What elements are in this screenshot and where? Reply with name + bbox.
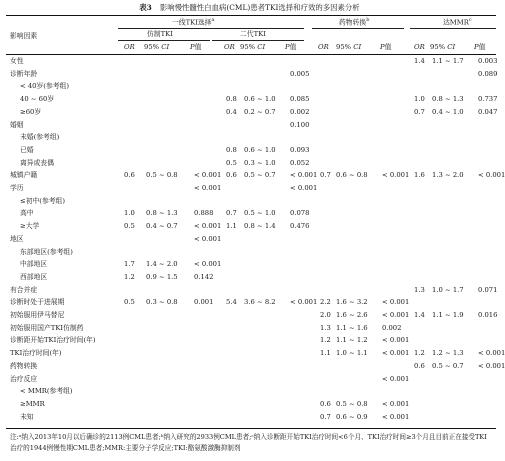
cell-or-4: 1.0 [414,95,425,104]
row-label: 中部地区 [20,260,48,269]
cell-ci-4: 1.3 ~ 2.0 [432,171,464,180]
row-label: 离异或丧偶 [20,158,54,167]
cell-p-3: 0.002 [382,323,402,332]
col-p-1: P值 [190,43,202,51]
row-label: 地区 [10,234,24,243]
cell-or-1: 0.5 [124,298,135,307]
cell-or-1: 1.0 [124,209,135,218]
cell-or-4: 1.3 [414,285,425,294]
row-label: ≤初中(参考组) [20,196,65,205]
cell-p-2: 0.005 [290,69,310,78]
cell-ci-1: 0.5 ~ 0.8 [146,171,178,180]
cell-or-3: 2.0 [320,311,331,319]
cell-or-2: 0.4 [226,107,237,116]
cell-ci-4: 0.5 ~ 0.7 [432,361,464,370]
cell-p-1: < 0.001 [194,222,222,231]
cell-or-4: 1.4 [414,57,425,65]
header-generic-tki: 仿制TKI [147,30,173,38]
header-rule [6,54,496,55]
row-label: ≥60岁 [20,107,42,116]
cell-or-4: 1.4 [414,311,425,319]
cell-p-2: 0.093 [290,145,310,154]
table-row [8,58,496,70]
col-ci-2: 95% CI [240,43,266,51]
cell-p-3: < 0.001 [382,298,410,307]
cell-p-3: < 0.001 [382,171,410,180]
cell-p-1: < 0.001 [194,234,222,243]
row-label: < MMR(参考组) [20,387,73,396]
cell-ci-1: 1.4 ~ 2.0 [146,260,178,269]
col-p-3: P值 [380,43,392,51]
cell-ci-3: 1.1 ~ 1.2 [336,336,368,345]
cell-ci-3: 0.5 ~ 0.8 [336,399,368,408]
cell-p-2: < 0.001 [290,171,318,180]
row-label: 有合并症 [10,285,38,294]
cell-p-2: 0.085 [290,95,310,104]
cell-p-2: 0.100 [290,120,310,129]
table-row [8,274,496,286]
header-reach-mmr: 达MMR$^c$ [443,17,472,27]
cell-p-3: < 0.001 [382,374,410,383]
cell-ci-2: 0.5 ~ 1.0 [244,209,276,218]
sub2-underline [212,40,304,41]
col-ci-3: 95% CI [336,43,362,51]
cell-p-2: 0.002 [290,107,310,116]
cell-or-2: 0.7 [226,209,237,218]
cell-or-2: 5.4 [226,298,237,307]
cell-p-2: < 0.001 [290,298,318,307]
cell-ci-1: 0.4 ~ 0.7 [146,222,178,231]
row-label: 诊断时处于进展期 [10,298,65,307]
row-label: 治疗反应 [10,374,38,383]
cell-ci-2: 0.3 ~ 1.0 [244,158,276,167]
table-row [8,134,496,146]
row-label: 未知 [20,412,34,421]
cell-ci-4: 1.1 ~ 1.7 [432,57,464,65]
row-label: 城镇户籍 [10,171,38,180]
cell-p-2: 0.078 [290,209,310,218]
table-row [8,337,496,349]
cell-p-2: < 0.001 [290,184,318,192]
col-or-3: OR [318,43,329,51]
row-label: ≥MMR [20,399,45,408]
cell-p-3: < 0.001 [382,399,410,408]
row-label: 初始服用伊马替尼 [10,311,65,319]
cell-p-4: < 0.001 [478,349,505,358]
table-title: 影响慢性髓性白血病(CML)患者TKI选择和疗效的多因素分析 [159,3,360,12]
table-row [8,414,496,426]
cell-ci-3: 1.6 ~ 2.6 [336,311,368,319]
row-label: 东部地区(参考组) [20,247,73,256]
bottom-rule [6,428,496,429]
row-label: 女性 [10,57,24,65]
cell-ci-3: 1.6 ~ 3.2 [336,298,368,307]
cell-or-2: 0.8 [226,145,237,154]
cell-or-2: 0.5 [226,158,237,167]
cell-p-3: < 0.001 [382,412,410,421]
table-row [8,388,496,400]
sub1-underline [118,40,210,41]
row-label: 学历 [10,184,24,192]
col-p-4: P值 [474,43,486,51]
cell-ci-2: 0.6 ~ 1.0 [244,95,276,104]
row-label: 诊断年龄 [10,69,38,78]
col-ci-1: 95% CI [144,43,170,51]
cell-p-3: < 0.001 [382,349,410,358]
cell-p-1: 0.142 [194,272,214,281]
cell-ci-1: 0.3 ~ 0.8 [146,298,178,307]
cell-p-1: 0.001 [194,298,214,307]
cell-ci-4: 1.2 ~ 1.3 [432,349,464,358]
row-label: 初始服用国产TKI仿制药 [10,323,84,332]
row-label: 药物转换 [10,361,38,370]
cell-p-1: 0.888 [194,209,214,218]
cell-p-4: 0.737 [478,95,498,104]
cell-p-4: 0.089 [478,69,498,78]
cell-ci-2: 0.6 ~ 1.0 [244,145,276,154]
row-label: 婚姻 [10,120,24,129]
table-row [8,249,496,261]
row-label: < 40岁(参考组) [20,82,69,91]
top-rule [6,15,496,16]
cell-or-3: 0.6 [320,399,331,408]
cell-p-4: 0.071 [478,285,498,294]
cell-or-4: 0.7 [414,107,425,116]
table-row [8,261,496,273]
header-factor: 影响因素 [10,32,38,40]
row-label: TKI治疗时间(年) [10,349,62,358]
cell-or-2: 1.1 [226,222,237,231]
header-drug-switch: 药物转换$^b$ [339,17,370,27]
cell-or-1: 1.7 [124,260,135,269]
cell-or-2: 0.8 [226,95,237,104]
col-or-4: OR [414,43,425,51]
table-row [8,198,496,210]
cell-or-3: 1.1 [320,349,331,358]
cell-ci-2: 0.8 ~ 1.4 [244,222,276,231]
row-label: 西部地区 [20,272,48,281]
cell-ci-1: 0.8 ~ 1.3 [146,209,178,218]
cell-p-2: 0.476 [290,222,310,231]
row-label: 诊断距开始TKI治疗时间(年) [10,336,96,345]
cell-or-4: 0.6 [414,361,425,370]
table-row [8,96,496,108]
cell-p-4: 0.003 [478,57,498,65]
cell-ci-3: 0.6 ~ 0.8 [336,171,368,180]
cell-ci-2: 0.2 ~ 0.7 [244,107,276,116]
cell-or-3: 2.2 [320,298,331,307]
cell-or-3: 0.7 [320,412,331,421]
table-row [8,83,496,95]
table-row [8,376,496,388]
cell-or-2: 0.6 [226,171,237,180]
col-or-1: OR [124,43,135,51]
col-or-2: OR [224,43,235,51]
table-row [8,185,496,197]
row-label: ≥大学 [20,222,40,231]
cell-p-2: 0.052 [290,158,310,167]
cell-ci-4: 1.1 ~ 1.9 [432,311,464,319]
cell-p-1: < 0.001 [194,260,222,269]
table-row [8,287,496,299]
table-row [8,312,496,324]
row-label: 未婚(参考组) [20,133,60,142]
cell-p-4: < 0.001 [478,361,505,370]
table-row [8,361,505,375]
group2-underline [312,28,404,29]
table-row [8,171,505,184]
cell-ci-3: 0.6 ~ 0.9 [336,412,368,421]
header-group-tki-choice: 一线TKI选择$^a$ [172,17,215,27]
table-row [8,325,496,337]
table-row [8,236,496,248]
cell-or-4: 1.2 [414,349,425,358]
cell-ci-2: 3.6 ~ 8.2 [244,298,276,307]
table-row [8,210,496,222]
table-row [8,109,496,121]
col-ci-4: 95% CI [430,43,456,51]
cell-or-4: 1.6 [414,171,425,180]
table-row [8,160,496,172]
cell-ci-4: 0.4 ~ 1.0 [432,107,464,116]
cell-or-1: 0.6 [124,171,135,180]
cell-p-3: < 0.001 [382,311,410,319]
cell-p-4: 0.047 [478,107,498,116]
col-p-2: P值 [285,43,297,51]
cell-p-4: < 0.001 [478,171,505,180]
cell-p-4: 0.016 [478,311,498,319]
table-caption [0,4,499,11]
cell-ci-4: 1.0 ~ 1.7 [432,285,464,294]
cell-ci-3: 1.1 ~ 1.6 [336,323,368,332]
table-row [8,147,496,159]
table-footnote: 注:ᵃ纳入2013年10月以后确诊的2113例CML患者;ᵇ纳入研究的2933例CML患者;ᶜ纳入诊断距开始TKI治疗时间<6个月、TKI治疗时间≥3个月且目前正在接受TKI治疗的1944例慢性期CML患者;MMR:主要分子学反应;TKI:酪氨酸激酶抑制剂 [10,433,487,452]
cell-ci-4: 0.8 ~ 1.3 [432,95,464,104]
cell-p-1: < 0.001 [194,171,222,180]
cell-or-1: 0.5 [124,222,135,231]
table-row [8,349,505,362]
cell-p-3: < 0.001 [382,336,410,345]
table-row [8,71,496,83]
cell-or-3: 0.7 [320,171,331,180]
row-label: 高中 [20,209,34,218]
group3-underline [410,28,496,29]
group1-underline [118,28,304,29]
table-row [8,299,496,311]
cell-ci-2: 0.5 ~ 0.7 [244,171,276,180]
row-label: 已婚 [20,145,34,154]
table-row [8,401,496,413]
table-row [8,223,496,235]
table-row [8,122,496,134]
cell-or-1: 1.2 [124,272,135,281]
cell-ci-1: 0.9 ~ 1.5 [146,272,178,281]
cell-p-1: < 0.001 [194,184,222,192]
cell-ci-3: 1.0 ~ 1.1 [336,349,368,358]
row-label: 40 ~ 60岁 [20,95,55,104]
table-number: 表3 [139,3,152,12]
cell-or-3: 1.2 [320,336,331,345]
header-second-gen-tki: 二代TKI [240,30,266,38]
cell-or-3: 1.3 [320,323,331,332]
